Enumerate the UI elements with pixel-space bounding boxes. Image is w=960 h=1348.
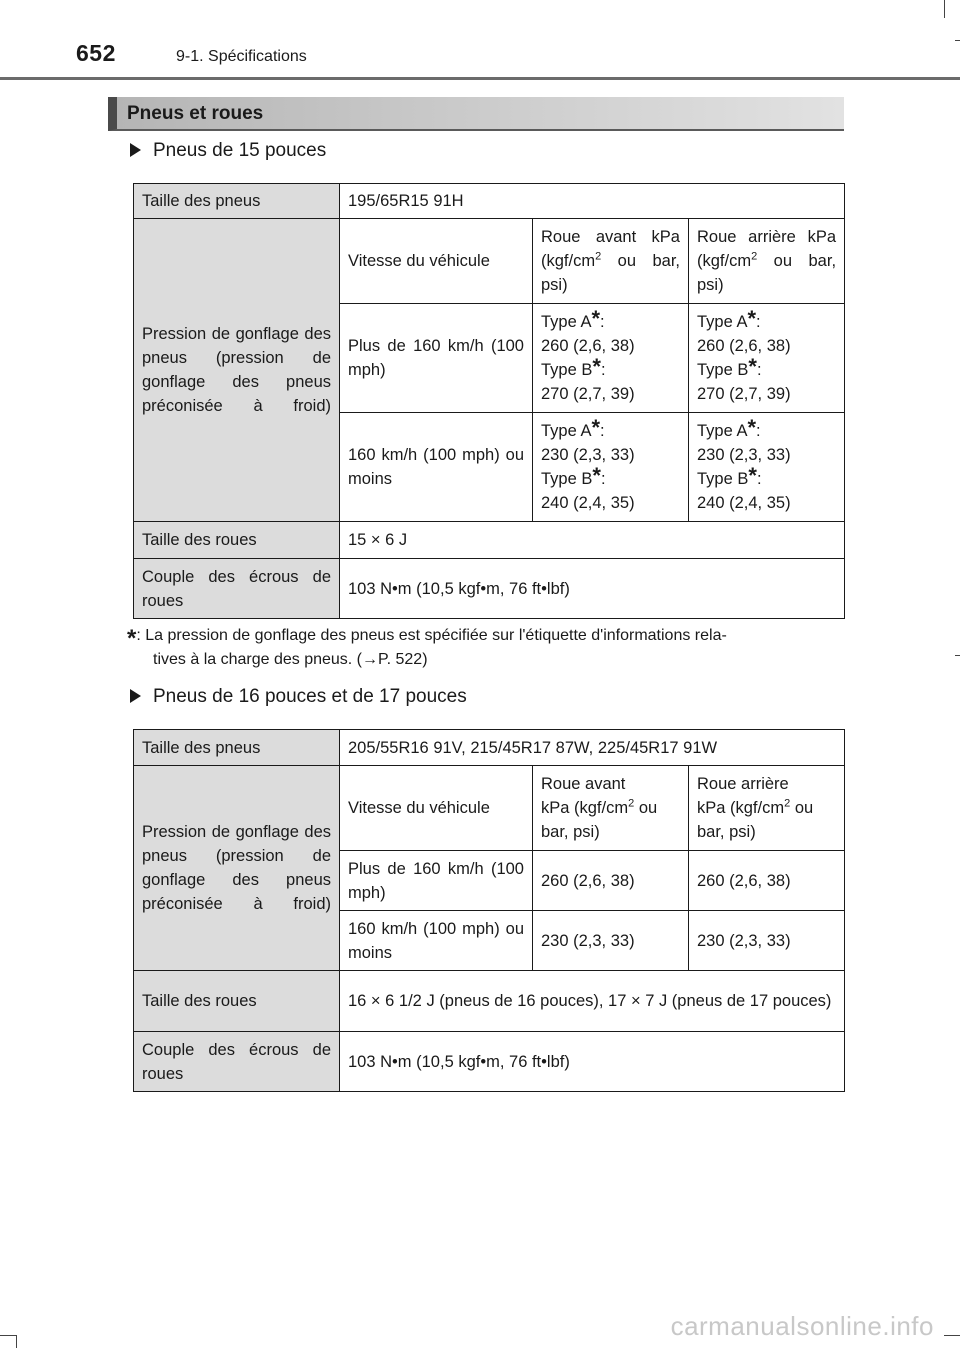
subheading-15-inch [130, 140, 326, 162]
torque-label: Couple des écrous de roues [134, 1032, 340, 1092]
subheading-text: Pneus de 16 pouces et de 17 pouces [153, 686, 467, 707]
pressure-label: Pression de gonflage des pneus (pression de gonflage des pneus préconisée à froid) [134, 766, 340, 971]
tire-spec-table-15 [133, 183, 845, 619]
tire-size-label: Taille des pneus [134, 730, 340, 766]
wheel-size-label: Taille des roues [134, 522, 340, 559]
torque-value: 103 N•m (10,5 kgf•m, 76 ft•lbf) [340, 1032, 845, 1092]
tire-size-label: Taille des pneus [134, 184, 340, 219]
wheel-size-value: 16 × 6 1/2 J (pneus de 16 pouces), 17 × 7 J (pneus de 17 pouces) [340, 971, 845, 1032]
crop-mark [944, 1335, 960, 1336]
speed-cell: 160 km/h (100 mph) ou moins [340, 413, 533, 522]
page-number: 652 [76, 40, 116, 66]
tire-spec-table-16-17 [133, 729, 845, 1092]
footnote-line-1: : La pression de gonflage des pneus est spécifiée sur l'étiquette d'informations rela- [136, 627, 727, 644]
subheading-text: Pneus de 15 pouces [153, 140, 327, 161]
rear-pressure-cell: 230 (2,3, 33) [689, 911, 845, 971]
front-pressure-cell: 230 (2,3, 33) [533, 911, 689, 971]
crop-mark [16, 1335, 17, 1348]
footnote-mark: * [127, 625, 137, 652]
section-title: Pneus et roues [127, 103, 264, 124]
wheel-size-value: 15 × 6 J [340, 522, 845, 559]
section-header [108, 97, 844, 131]
crop-mark [0, 1335, 16, 1336]
speed-cell: Plus de 160 km/h (100 mph) [340, 304, 533, 413]
chapter-title: 9-1. Spécifications [176, 48, 307, 65]
speed-header: Vitesse du véhicule [340, 766, 533, 851]
rear-wheel-header: Roue arrière kPa ($kgf/cm^2$ ou bar, psi) [689, 219, 845, 304]
pressure-label: Pression de gonflage des pneus (pression de gonflage des pneus préconisée à froid) [134, 219, 340, 522]
speed-cell: 160 km/h (100 mph) ou moins [340, 911, 533, 971]
tire-size-value: 205/55R16 91V, 215/45R17 87W, 225/45R17 91W [340, 730, 845, 766]
crop-mark [955, 655, 960, 656]
footnote-line-2: tives à la charge des pneus. (→P. 522) [153, 651, 428, 668]
tire-size-value: 195/65R15 91H [340, 184, 845, 219]
wheel-size-label: Taille des roues [134, 971, 340, 1032]
torque-label: Couple des écrous de roues [134, 559, 340, 619]
header-rule [0, 77, 960, 80]
rear-pressure-cell: Type A*: 230 (2,3, 33) Type B*: 240 (2,4, 35) [689, 413, 845, 522]
triangle-bullet-icon [130, 689, 141, 703]
footnote [127, 624, 842, 672]
subheading-16-17-inch [130, 686, 467, 708]
front-wheel-header: Roue avant kPa ($kgf/cm^2$ ou bar, psi) [533, 219, 689, 304]
watermark: carmanualsonline.info [670, 1311, 934, 1341]
crop-mark [944, 0, 945, 18]
triangle-bullet-icon [130, 143, 141, 157]
rear-pressure-cell: Type A*: 260 (2,6, 38) Type B*: 270 (2,7, 39) [689, 304, 845, 413]
front-wheel-header: Roue avant kPa ($kgf/cm^2$ ou bar, psi) [533, 766, 689, 851]
rear-pressure-cell: 260 (2,6, 38) [689, 851, 845, 911]
front-pressure-cell: 260 (2,6, 38) [533, 851, 689, 911]
front-pressure-cell: Type A*: 260 (2,6, 38) Type B*: 270 (2,7, 39) [533, 304, 689, 413]
front-pressure-cell: Type A*: 230 (2,3, 33) Type B*: 240 (2,4, 35) [533, 413, 689, 522]
rear-wheel-header: Roue arrière kPa ($kgf/cm^2$ ou bar, psi) [689, 766, 845, 851]
crop-mark [955, 40, 960, 41]
speed-cell: Plus de 160 km/h (100 mph) [340, 851, 533, 911]
speed-header: Vitesse du véhicule [340, 219, 533, 304]
torque-value: 103 N•m (10,5 kgf•m, 76 ft•lbf) [340, 559, 845, 619]
